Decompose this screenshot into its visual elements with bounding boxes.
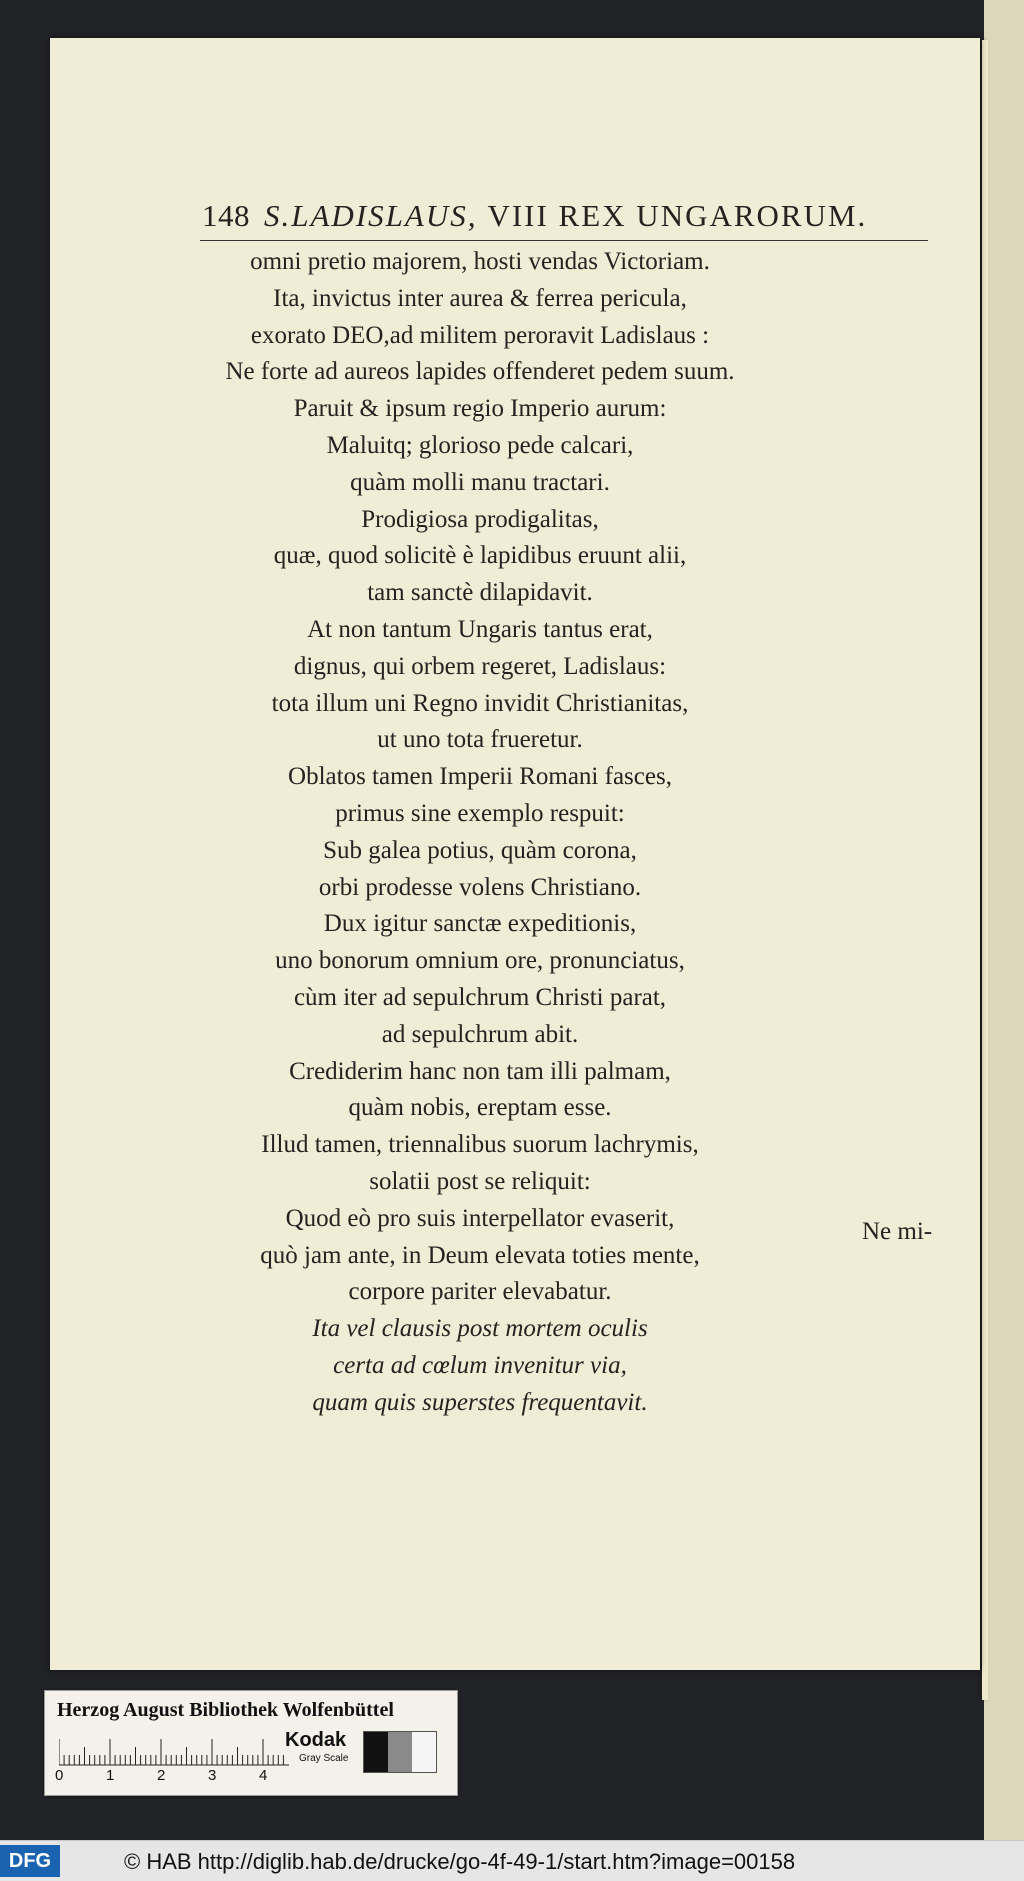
verse-text bbox=[50, 244, 910, 1422]
kodak-logo: Kodak bbox=[285, 1729, 347, 1751]
page-number: 148 bbox=[202, 198, 250, 233]
text-line: corpore pariter elevabatur. bbox=[348, 1278, 612, 1306]
header-title-italic: S.LADISLAUS, bbox=[264, 198, 478, 233]
ruler-number: 0 bbox=[55, 1767, 64, 1784]
gray-patch bbox=[412, 1732, 436, 1772]
text-line: Illud tamen, triennalibus suorum lachrymis, bbox=[261, 1131, 699, 1159]
page-edge-shadow bbox=[982, 40, 988, 1700]
ruler bbox=[59, 1735, 289, 1767]
italic-line: certa ad cœlum invenitur via, bbox=[333, 1351, 627, 1379]
ruler-numbers bbox=[55, 1767, 315, 1787]
running-header bbox=[202, 198, 958, 250]
text-line: tota illum uni Regno invidit Christianitas, bbox=[271, 689, 689, 717]
ruler-number: 1 bbox=[106, 1767, 115, 1784]
text-line: orbi prodesse volens Christiano. bbox=[318, 873, 642, 901]
ruler-number: 4 bbox=[259, 1767, 268, 1784]
color-scale-card bbox=[44, 1690, 458, 1796]
footer-bar bbox=[0, 1840, 1024, 1881]
text-line: Oblatos tamen Imperii Romani fasces, bbox=[288, 763, 672, 791]
text-line: Ne forte ad aureos lapides offenderet pedem suum. bbox=[225, 358, 735, 386]
text-line: exorato DEO,ad militem peroravit Ladislaus : bbox=[250, 321, 710, 349]
ruler-number: 3 bbox=[208, 1767, 217, 1784]
header-rule bbox=[200, 240, 928, 241]
copyright-link[interactable]: © HAB http://diglib.hab.de/drucke/go-4f-49-1/start.htm?image=00158 bbox=[124, 1849, 796, 1874]
text-line: Dux igitur sanctæ expeditionis, bbox=[323, 910, 637, 938]
catchword: Ne mi- bbox=[862, 1218, 933, 1245]
library-name: Herzog August Bibliothek Wolfenbüttel bbox=[57, 1699, 394, 1721]
text-line: uno bonorum omnium ore, pronunciatus, bbox=[275, 947, 685, 975]
text-line: quò jam ante, in Deum elevata toties mente, bbox=[260, 1241, 700, 1269]
text-line: Ita, invictus inter aurea & ferrea pericula, bbox=[273, 284, 687, 312]
gray-scale-label: Gray Scale bbox=[299, 1753, 349, 1764]
text-line: omni pretio majorem, hosti vendas Victoriam. bbox=[250, 248, 710, 275]
text-line: Crediderim hanc non tam illi palmam, bbox=[289, 1057, 671, 1085]
text-line: tam sanctè dilapidavit. bbox=[367, 579, 593, 607]
text-line: dignus, qui orbem regeret, Ladislaus: bbox=[293, 652, 667, 680]
text-line: ut uno tota frueretur. bbox=[377, 726, 583, 754]
italic-line: quam quis superstes frequentavit. bbox=[312, 1388, 648, 1416]
text-line: solatii post se reliquit: bbox=[369, 1167, 591, 1195]
text-line: Maluitq; glorioso pede calcari, bbox=[326, 431, 634, 459]
next-page-edge bbox=[984, 0, 1024, 1840]
gray-patches bbox=[363, 1731, 437, 1773]
header-title: VIII REX UNGARORUM. bbox=[487, 198, 868, 233]
text-line: quàm nobis, ereptam esse. bbox=[348, 1094, 612, 1122]
text-line: cùm iter ad sepulchrum Christi parat, bbox=[293, 983, 667, 1011]
gray-patch bbox=[364, 1732, 388, 1772]
text-line: quæ, quod solicitè è lapidibus eruunt alii, bbox=[273, 542, 687, 570]
text-line: Sub galea potius, quàm corona, bbox=[323, 836, 637, 864]
text-line: Quod eò pro suis interpellator evaserit, bbox=[285, 1204, 675, 1232]
text-line: primus sine exemplo respuit: bbox=[335, 799, 625, 827]
text-line: quàm molli manu tractari. bbox=[350, 468, 610, 496]
book-page bbox=[50, 38, 980, 1670]
dfg-logo: DFG bbox=[0, 1845, 60, 1877]
gray-patch bbox=[388, 1732, 412, 1772]
text-line: Paruit & ipsum regio Imperio aurum: bbox=[293, 395, 667, 423]
ruler-number: 2 bbox=[157, 1767, 166, 1784]
text-line: At non tantum Ungaris tantus erat, bbox=[307, 615, 653, 643]
text-line: ad sepulchrum abit. bbox=[381, 1020, 579, 1048]
italic-line: Ita vel clausis post mortem oculis bbox=[312, 1315, 648, 1343]
text-line: Prodigiosa prodigalitas, bbox=[361, 505, 599, 533]
